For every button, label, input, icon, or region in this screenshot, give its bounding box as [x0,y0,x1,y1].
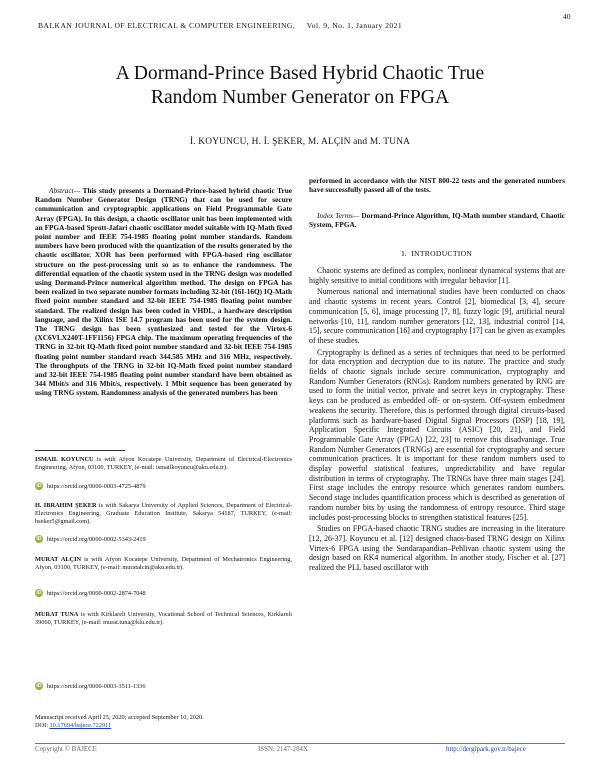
affiliation-name: MURAT ALÇIN [35,556,82,563]
orcid-link[interactable]: https://orcid.org/0000-0003-4725-4879 [47,482,146,490]
affiliation-text: is with Afyon Kocatepe University, Department of Mechatronics Engineering, Afyon, 03100, TURKEY, (e-mail: muratalcin@aku.edu.tr). [35,556,292,571]
page-number: 40 [563,12,571,21]
affiliation-1 [35,456,292,472]
orcid-icon: iD [36,483,42,489]
affiliation-2 [35,502,292,526]
orcid-row[interactable] [35,482,146,490]
orcid-link[interactable]: https://orcid.org/0000-0002-5343-2419 [47,535,146,543]
manuscript-received: Manuscript received April 25, 2020; accepted September 10, 2020. [35,714,204,721]
manuscript-info [35,714,292,730]
intro-paragraph-3: Cryptography is defined as a series of techniques that need to be performed for data encryption and decryption due to its nature. The practice and study fields of chaotic signals include secure communication, cryptography and Random Number Generators (RNGs). Random numbers generated by RNG are used to form the initial vector, private and secret keys in cryptography. These keys can be produced as embedded off- or on-system. Off-system embedment weakens the security. Therefore, this is performed through digital circuits-based platforms such as hardware-based Digital Signal Processors (DSP) [18, 19], Application Specific Integrated Circuits (ASIC) [20, 21], and Field Programmable Gate Array (FPGA) [22, 23] to remove this disadvantage. True Random Number Generators (TRNGs) are essential for cryptography and secure communication practices. It is important for these random numbers used to display powerful statistical features, unpredictability and have regular distribution in terms of cryptography. The TRNGs have three main stages [24]. First stage includes the entropy resource which generates random numbers. Second stage includes quantification process which is described as generation of random number bits by using the randomness of entropy resource. Third stage includes post-processing blocks to strengthen statistical features [25]. [309,347,565,522]
intro-paragraph-1: Chaotic systems are defined as complex, nonlinear dynamical systems that are highly sensitive to initial conditions with irregular behavior [1]. [309,266,565,285]
introduction-body [309,266,565,575]
index-terms [309,211,565,229]
orcid-row[interactable] [35,589,146,597]
orcid-row[interactable] [35,535,146,543]
affiliation-text: is with Kirklareli University, Vocational School of Technical Sciences, Kirklareli 39060, TURKEY, (e-mail: murat.tuna@klu.edu.tr). [35,611,292,626]
footer-issn: ISSN: 2147-284X [258,746,308,753]
affiliation-name: ISMAIL KOYUNCU [35,456,94,463]
title-line-1: A Dormand-Prince Based Hybrid Chaotic True [115,63,485,84]
intro-paragraph-4: Studies on FPGA-based chaotic TRNG studies are increasing in the literature [12, 26-37]. Koyuncu et al. [12] designed chaos-based TRNG design on Xilinx Virtex-6 FPGA using the Sundarapandian–Pehlivan chaotic system using the design based on RK4 numerical algorithm. In another study, Fischer et al. [27] realized the PLL based oscillator with [309,524,565,573]
abstract-continuation: performed in accordance with the NIST 800-22 tests and the generated numbers have successfully passed all of the tests. [309,176,565,195]
orcid-link[interactable]: https://orcid.org/0000-0003-3511-1336 [47,682,146,690]
index-terms-label: Index Terms— [317,211,360,220]
affiliation-text: is with Sakarya University of Applied Sciences, Department of Electrical-Electronics Engineering, Graduate Education Institute, Sakarya 54187, TURKEY, (e-mail: hseker5@gmail.com). [35,502,292,525]
section-heading-introduction: I. INTRODUCTION [401,249,473,258]
footer-copyright: Copyright © BAJECE [35,746,97,753]
doi-line [35,722,292,730]
footer-url-link[interactable]: http://dergipark.gov.tr/bajece [446,746,526,753]
index-terms-text: Dormand-Prince Algorithm, IQ-Math number standard, Chaotic System, FPGA. [309,211,565,230]
orcid-link[interactable]: https://orcid.org/0000-0002-2874-7048 [47,589,146,597]
abstract [35,186,292,398]
footer-divider [35,743,565,744]
doi-label: DOI: [35,721,50,729]
affiliation-name: MURAT TUNA [35,611,79,618]
affiliation-name: H. IBRAHIM ŞEKER [35,502,97,509]
abstract-text: This study presents a Dormand-Prince-based hybrid chaotic True Random Number Generator Design (TRNG) that can be used for secure communication and cryptographic applications on Field Programmable Gate Array (FPGA). In this design, a chaotic oscillator unit has been implemented with an FPGA-based Sprott-Jafari chaotic oscillator model suitable with IQ-Math fixed point number and IEEE 754-1985 floating point number standards. Random numbers have been produced with the quantization of the results generated by the chaotic oscillator. XOR has been performed with FPGA-based ring oscillator structure on the post-processing unit so as to enhance the randomness. The differential equation of the chaotic system used in the TRNG design was modelled using Dormand-Prince numerical algorithm method. The design on FPGA has been realized in two separate number formats including 32-bit (16I-16Q) IQ-Math fixed point number standard and 32-bit IEEE 754-1985 floating point number standard. The realized design has been coded in VHDL, a hardware description language, and the Xilinx ISE 14.7 program has been used for the system design. The TRNG design has been synthesized and tested for the Virtex-6 (XC6VLX240T-1FF1156) FPGA chip. The maximum operating frequencies of the TRNG in 32-bit IQ-Math fixed point number standard and 32-bit IEEE 754-1985 floating point number standard reach 344.585 MHz and 316 MHz, respectively. The throughputs of the TRNG in 32-bit IQ-Math fixed point number standard and 32-bit IEEE 754-1985 floating point number standard have been obtained as 344 Mbit/s and 316 Mbit/s, respectively. 1 Mbit sequence has been generated by using TRNG system. Randomness analysis of the generated numbers has been [35,186,292,398]
orcid-icon: iD [36,536,42,542]
orcid-icon: iD [36,683,42,689]
orcid-row[interactable] [35,682,145,690]
journal-header: BALKAN JOURNAL OF ELECTRICAL & COMPUTER ENGINEERING, Vol. 9, No. 1, January 2021 [38,21,403,30]
abstract-label: Abstract— [49,186,81,195]
affiliation-3 [35,556,292,572]
doi-link[interactable]: 10.17694/bajece.722911 [49,721,112,729]
paper-title [30,62,570,110]
affiliation-4 [35,611,292,627]
author-list: İ. KOYUNCU, H. İ. ŞEKER, M. ALÇIN and M. TUNA [189,137,411,147]
title-line-2: Random Number Generator on FPGA [150,87,450,108]
intro-paragraph-2: Numerous national and international studies have been conducted on chaos and chaotic systems in recent years. Control [2], biomedical [3, 4], secure communication [5, 6], image processing [7, 8], fuzzy logic [9], artificial neural networks [10, 11], random number generators [12, 13], industrial control [14, 15], secure communication [16] and cryptography [17] can be given as examples of these studies. [309,287,565,345]
affiliation-text: is with Afyon Kocatepe University, Department of Electrical-Electronics Engineering, Afyon, 03100, TURKEY, (e-mail: ismailkoyuncu@aku.edu.tr). [35,456,292,471]
orcid-icon: iD [36,590,42,596]
footnote-divider [35,450,125,451]
